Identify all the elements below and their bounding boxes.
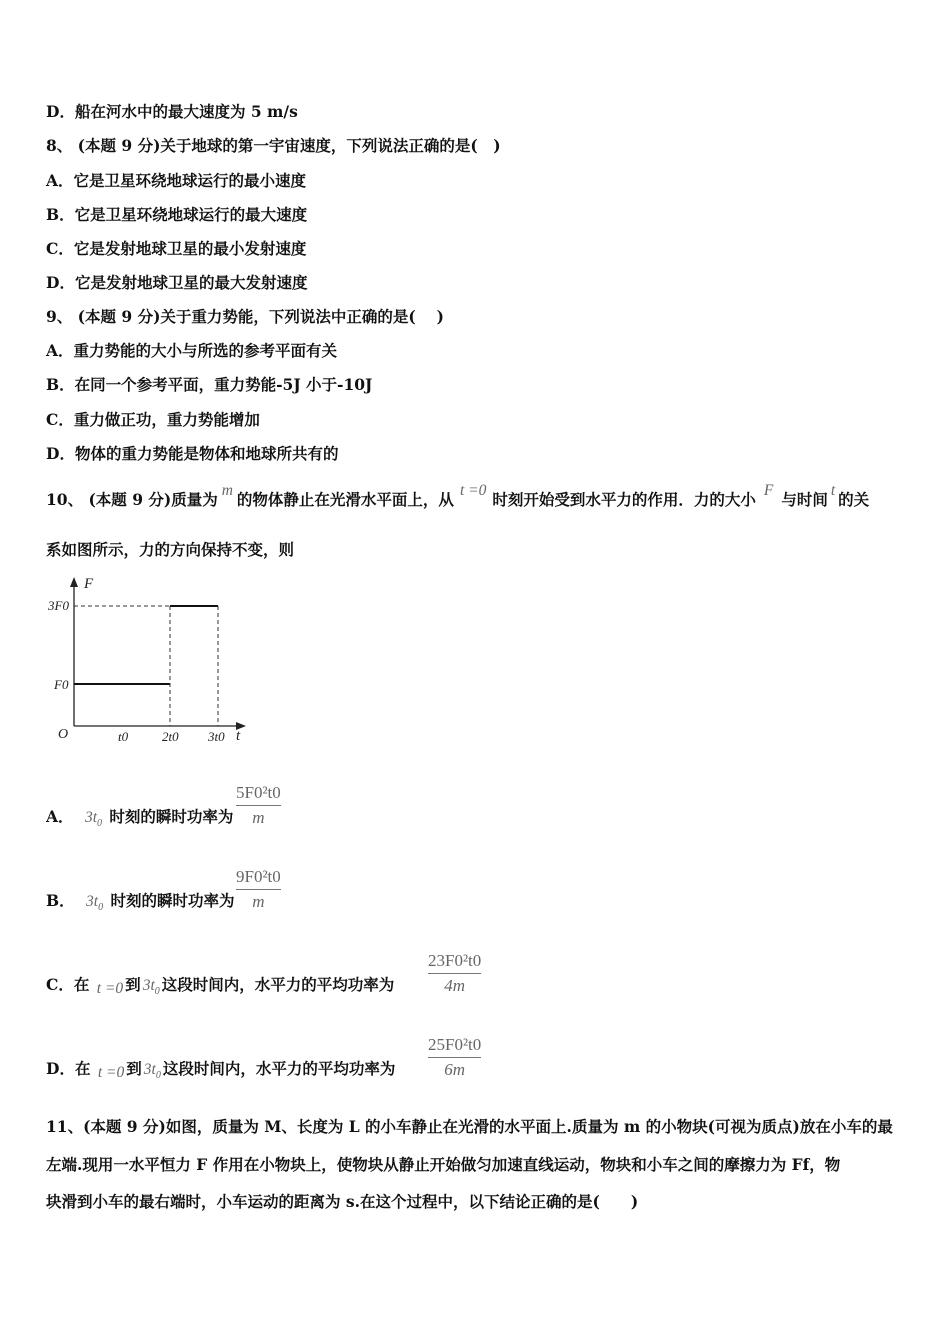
x-tick-2t0: 2t0 — [162, 729, 179, 744]
option-b-sub: 0 — [98, 902, 104, 914]
option-c-3t: 3t — [142, 977, 155, 994]
option-c-text: 这段时间内，水平力的平均功率为 — [161, 975, 395, 994]
q10-stem — [46, 482, 870, 511]
q11-stem-line1: 11、(本题 9 分)如图，质量为 M、长度为 L 的小车静止在光滑的水平面上.质量为 m 的小物块(可视为质点)放在小车的最 — [46, 1117, 893, 1136]
option-a-sub: 0 — [97, 818, 102, 830]
option-b-label: B． — [46, 891, 75, 910]
y-tick-f0: F0 — [54, 677, 69, 692]
option-c-label: C． — [46, 975, 74, 994]
option-c-zai: 在 — [73, 975, 90, 994]
option-a-3t: 3t — [84, 809, 97, 826]
q10-stem-part4: 与时间 — [781, 490, 828, 509]
option-c-fraction — [428, 951, 481, 996]
option-d-numerator: 25F0²t0 — [428, 1035, 482, 1054]
q8-option-b: B．它是卫星环绕地球运行的最大速度 — [46, 205, 308, 224]
option-b-3t: 3t — [86, 893, 99, 910]
q10-stem-part3: 时刻开始受到水平力的作用．力的大小 — [492, 490, 756, 509]
option-d-sub: 0 — [155, 1070, 161, 1082]
force-time-graph — [44, 572, 254, 750]
option-d-3t0 — [143, 1061, 161, 1082]
option-d-3t: 3t — [143, 1061, 156, 1078]
q11-stem-line2: 左端.现用一水平恒力 F 作用在小物块上，使物块从静止开始做匀加速直线运动，物块和小车之间的摩擦力为 Ff，物 — [46, 1155, 841, 1174]
option-d-denominator: 6m — [444, 1060, 466, 1079]
option-d-fraction-bar — [428, 1057, 481, 1058]
q9-option-a: A．重力势能的大小与所选的参考平面有关 — [46, 341, 338, 360]
option-b-fraction — [236, 867, 281, 912]
option-b-3t0 — [86, 893, 104, 914]
q9-option-d: D．物体的重力势能是物体和地球所共有的 — [46, 444, 339, 463]
origin-label: O — [58, 727, 69, 742]
q10-option-c — [46, 975, 394, 1002]
option-c-fraction-bar — [428, 973, 481, 974]
option-a-3t0 — [84, 809, 102, 830]
option-a-numerator: 5F0²t0 — [236, 783, 281, 802]
q10-stem-part5: 的关 — [838, 490, 870, 509]
mass-symbol: m — [221, 482, 233, 499]
option-c-t-zero: t =0 — [96, 980, 124, 997]
q10-option-d — [46, 1059, 395, 1086]
q11-stem-line3: 块滑到小车的最右端时，小车运动的距离为 s.在这个过程中，以下结论正确的是( ) — [46, 1192, 639, 1211]
x-tick-t0: t0 — [118, 729, 129, 744]
q10-stem-part2: 的物体静止在光滑水平面上，从 — [236, 490, 454, 509]
option-b-numerator: 9F0²t0 — [236, 867, 281, 886]
option-b-text: 时刻的瞬时功率为 — [110, 891, 235, 910]
option-c-dao: 到 — [125, 975, 141, 994]
x-axis-label: t — [236, 728, 241, 744]
option-c-numerator: 23F0²t0 — [428, 951, 482, 970]
option-b-denominator: m — [252, 892, 265, 911]
option-d-zai: 在 — [74, 1059, 91, 1078]
option-a-fraction — [236, 783, 281, 828]
q7-option-d: D．船在河水中的最大速度为 5 m/s — [46, 102, 298, 121]
q10-stem-cont: 系如图所示，力的方向保持不变，则 — [46, 540, 295, 559]
time-symbol: t — [830, 482, 836, 499]
q9-stem: 9、 (本题 9 分)关于重力势能，下列说法中正确的是( ) — [46, 307, 444, 326]
force-symbol: F — [763, 482, 774, 499]
option-c-denominator: 4m — [444, 976, 466, 995]
option-d-t-zero: t =0 — [97, 1064, 125, 1081]
option-a-label: A． — [46, 807, 74, 826]
q8-option-c: C．它是发射地球卫星的最小发射速度 — [46, 239, 307, 258]
q8-option-d: D．它是发射地球卫星的最大发射速度 — [46, 273, 308, 292]
option-d-fraction — [428, 1035, 481, 1080]
q10-option-a — [46, 807, 233, 834]
option-a-denominator: m — [252, 808, 265, 827]
q10-stem-part1: 10、 (本题 9 分)质量为 — [46, 490, 218, 509]
option-c-sub: 0 — [154, 986, 160, 998]
y-axis-arrow — [70, 577, 78, 587]
option-d-dao: 到 — [126, 1059, 142, 1078]
option-b-fraction-bar — [236, 889, 281, 890]
q8-stem: 8、 (本题 9 分)关于地球的第一宇宙速度，下列说法正确的是( ) — [46, 136, 501, 155]
option-a-fraction-bar — [236, 805, 281, 806]
q8-option-a: A．它是卫星环绕地球运行的最小速度 — [46, 171, 307, 190]
q9-option-c: C．重力做正功，重力势能增加 — [46, 410, 260, 429]
option-d-text: 这段时间内，水平力的平均功率为 — [162, 1059, 396, 1078]
y-tick-3f0: 3F0 — [48, 598, 69, 613]
option-d-label: D． — [46, 1059, 75, 1078]
x-tick-3t0: 3t0 — [208, 729, 225, 744]
option-a-text: 时刻的瞬时功率为 — [109, 807, 234, 826]
q10-option-b — [46, 891, 235, 918]
y-axis-label: F — [84, 576, 94, 592]
q9-option-b: B．在同一个参考平面，重力势能-5J 小于-10J — [46, 375, 373, 394]
t-zero-symbol: t =0 — [459, 482, 487, 499]
option-c-3t0 — [142, 977, 160, 998]
